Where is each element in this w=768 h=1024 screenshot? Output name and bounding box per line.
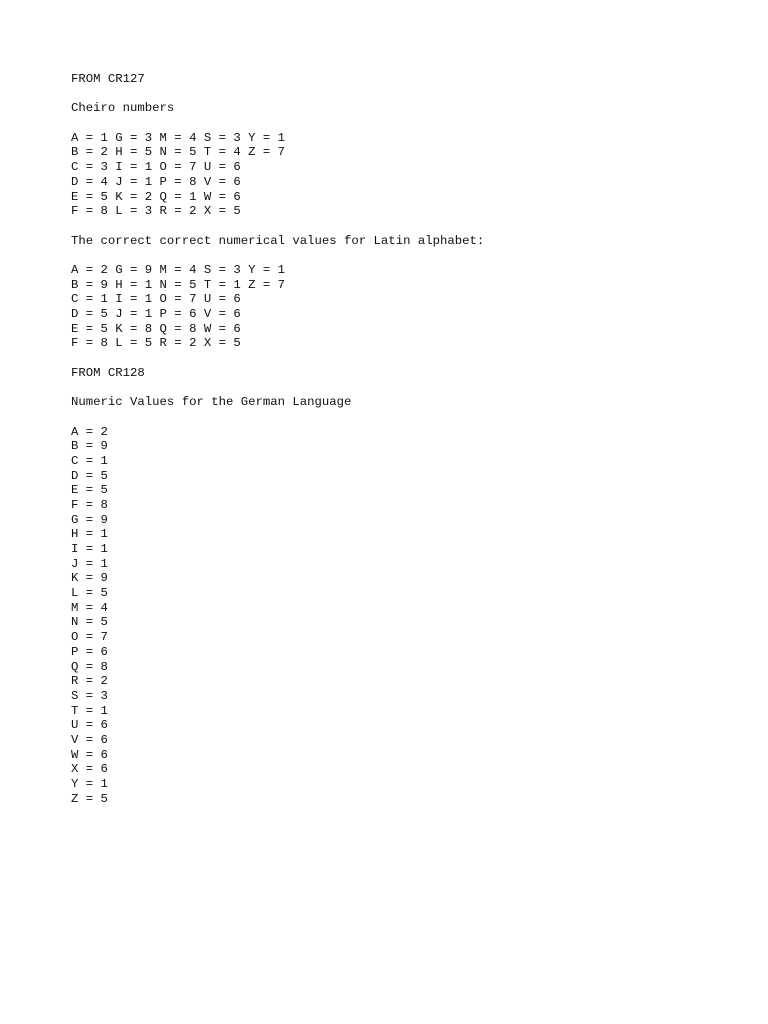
latin-row: C = 1 I = 1 O = 7 U = 6 [71, 292, 241, 307]
cheiro-row: D = 4 J = 1 P = 8 V = 6 [71, 174, 241, 189]
cheiro-row: A = 1 G = 3 M = 4 S = 3 Y = 1 [71, 130, 286, 145]
latin-table [71, 263, 748, 351]
german-row: S = 3 [71, 688, 108, 703]
spacer [71, 380, 748, 395]
latin-heading: The correct correct numerical values for Latin alphabet: [71, 233, 485, 248]
german-row: J = 1 [71, 556, 108, 571]
german-row: E = 5 [71, 483, 108, 498]
spacer [71, 410, 748, 425]
spacer [71, 219, 748, 234]
german-row: P = 6 [71, 644, 108, 659]
german-list [71, 425, 748, 807]
german-row: W = 6 [71, 747, 108, 762]
german-row: R = 2 [71, 674, 108, 689]
german-row: H = 1 [71, 527, 108, 542]
cheiro-heading: Cheiro numbers [71, 101, 175, 116]
german-row: U = 6 [71, 718, 108, 733]
latin-row: D = 5 J = 1 P = 6 V = 6 [71, 307, 241, 321]
german-row: Q = 8 [71, 659, 108, 674]
german-row: Z = 5 [71, 791, 108, 806]
german-row: Y = 1 [71, 777, 108, 791]
german-row: B = 9 [71, 439, 108, 454]
german-row: N = 5 [71, 615, 108, 630]
german-row: V = 6 [71, 732, 108, 747]
spacer [71, 87, 748, 102]
german-row: D = 5 [71, 468, 108, 483]
latin-row: A = 2 G = 9 M = 4 S = 3 Y = 1 [71, 262, 286, 277]
german-row: F = 8 [71, 497, 108, 512]
cheiro-row: F = 8 L = 3 R = 2 X = 5 [71, 204, 241, 219]
cheiro-row: C = 3 I = 1 O = 7 U = 6 [71, 160, 241, 175]
german-row: C = 1 [71, 453, 108, 468]
latin-row: F = 8 L = 5 R = 2 X = 5 [71, 336, 241, 351]
source-cr128: FROM CR128 [71, 365, 145, 380]
cheiro-row: E = 5 K = 2 Q = 1 W = 6 [71, 189, 241, 204]
german-row: G = 9 [71, 512, 108, 527]
german-row: O = 7 [71, 630, 108, 645]
german-row: I = 1 [71, 542, 108, 556]
german-row: K = 9 [71, 571, 108, 586]
german-row: M = 4 [71, 600, 108, 615]
spacer [71, 116, 748, 131]
latin-row: E = 5 K = 8 Q = 8 W = 6 [71, 321, 241, 336]
spacer [71, 351, 748, 366]
source-cr127: FROM CR127 [71, 72, 145, 86]
cheiro-row: B = 2 H = 5 N = 5 T = 4 Z = 7 [71, 145, 286, 160]
latin-row: B = 9 H = 1 N = 5 T = 1 Z = 7 [71, 277, 286, 292]
spacer [71, 248, 748, 263]
cheiro-table [71, 131, 748, 219]
german-row: A = 2 [71, 424, 108, 439]
german-row: L = 5 [71, 586, 108, 601]
german-row: T = 1 [71, 703, 108, 718]
german-heading: Numeric Values for the German Language [71, 395, 352, 410]
german-row: X = 6 [71, 762, 108, 777]
document-page [71, 72, 748, 806]
